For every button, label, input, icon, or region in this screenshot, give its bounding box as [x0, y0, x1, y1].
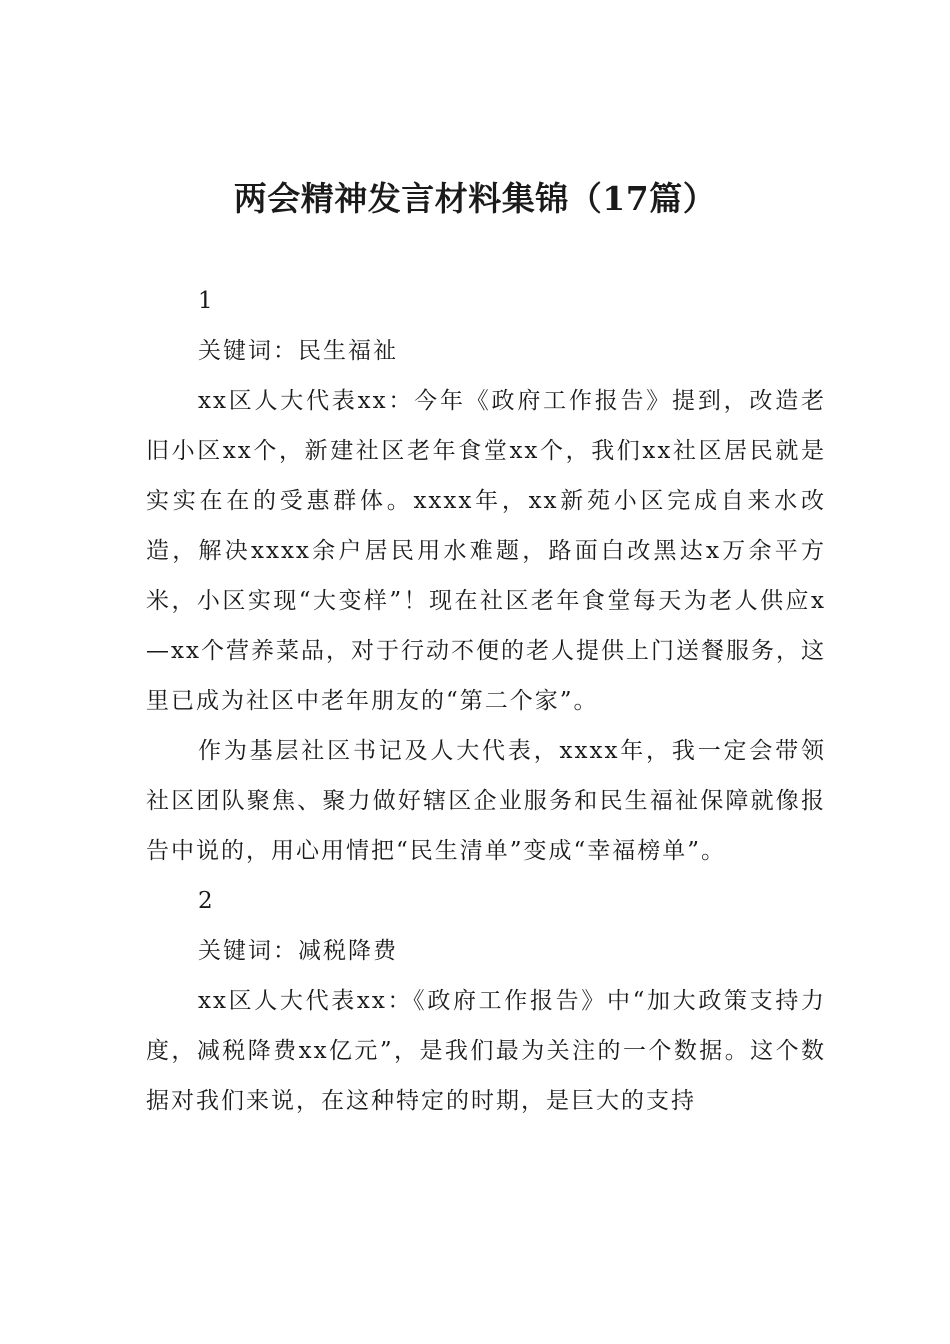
body-paragraph: xx区人大代表xx：今年《政府工作报告》提到，改造老旧小区xx个，新建社区老年食堂xx个，我们xx社区居民就是实实在在的受惠群体。xxxx年，xx新苑小区完成自来水改造，解决xxxx余户居民用水难题，路面白改黑达x万余平方米，小区实现“大变样”！现在社区老年食堂每天为老人供应x—xx个营养菜品，对于行动不便的老人提供上门送餐服务，这里已成为社区中老年朋友的“第二个家”。 — [146, 388, 826, 714]
body-paragraph: xx区人大代表xx：《政府工作报告》中“加大政策支持力度，减税降费xx亿元”，是我们最为关注的一个数据。这个数据对我们来说，在这种特定的时期，是巨大的支持 — [146, 988, 826, 1114]
document-title: 两会精神发言材料集锦（17篇） — [233, 179, 717, 218]
keyword-line: 关键词：减税降费 — [198, 938, 398, 964]
keyword-line: 关键词：民生福祉 — [198, 338, 398, 364]
body-paragraph: 作为基层社区书记及人大代表，xxxx年，我一定会带领社区团队聚焦、聚力做好辖区企业服务和民生福祉保障就像报告中说的，用心用情把“民生清单”变成“幸福榜单”。 — [146, 738, 826, 864]
document-body — [146, 276, 826, 1126]
section-number: 1 — [198, 288, 213, 314]
section-number: 2 — [198, 888, 213, 914]
